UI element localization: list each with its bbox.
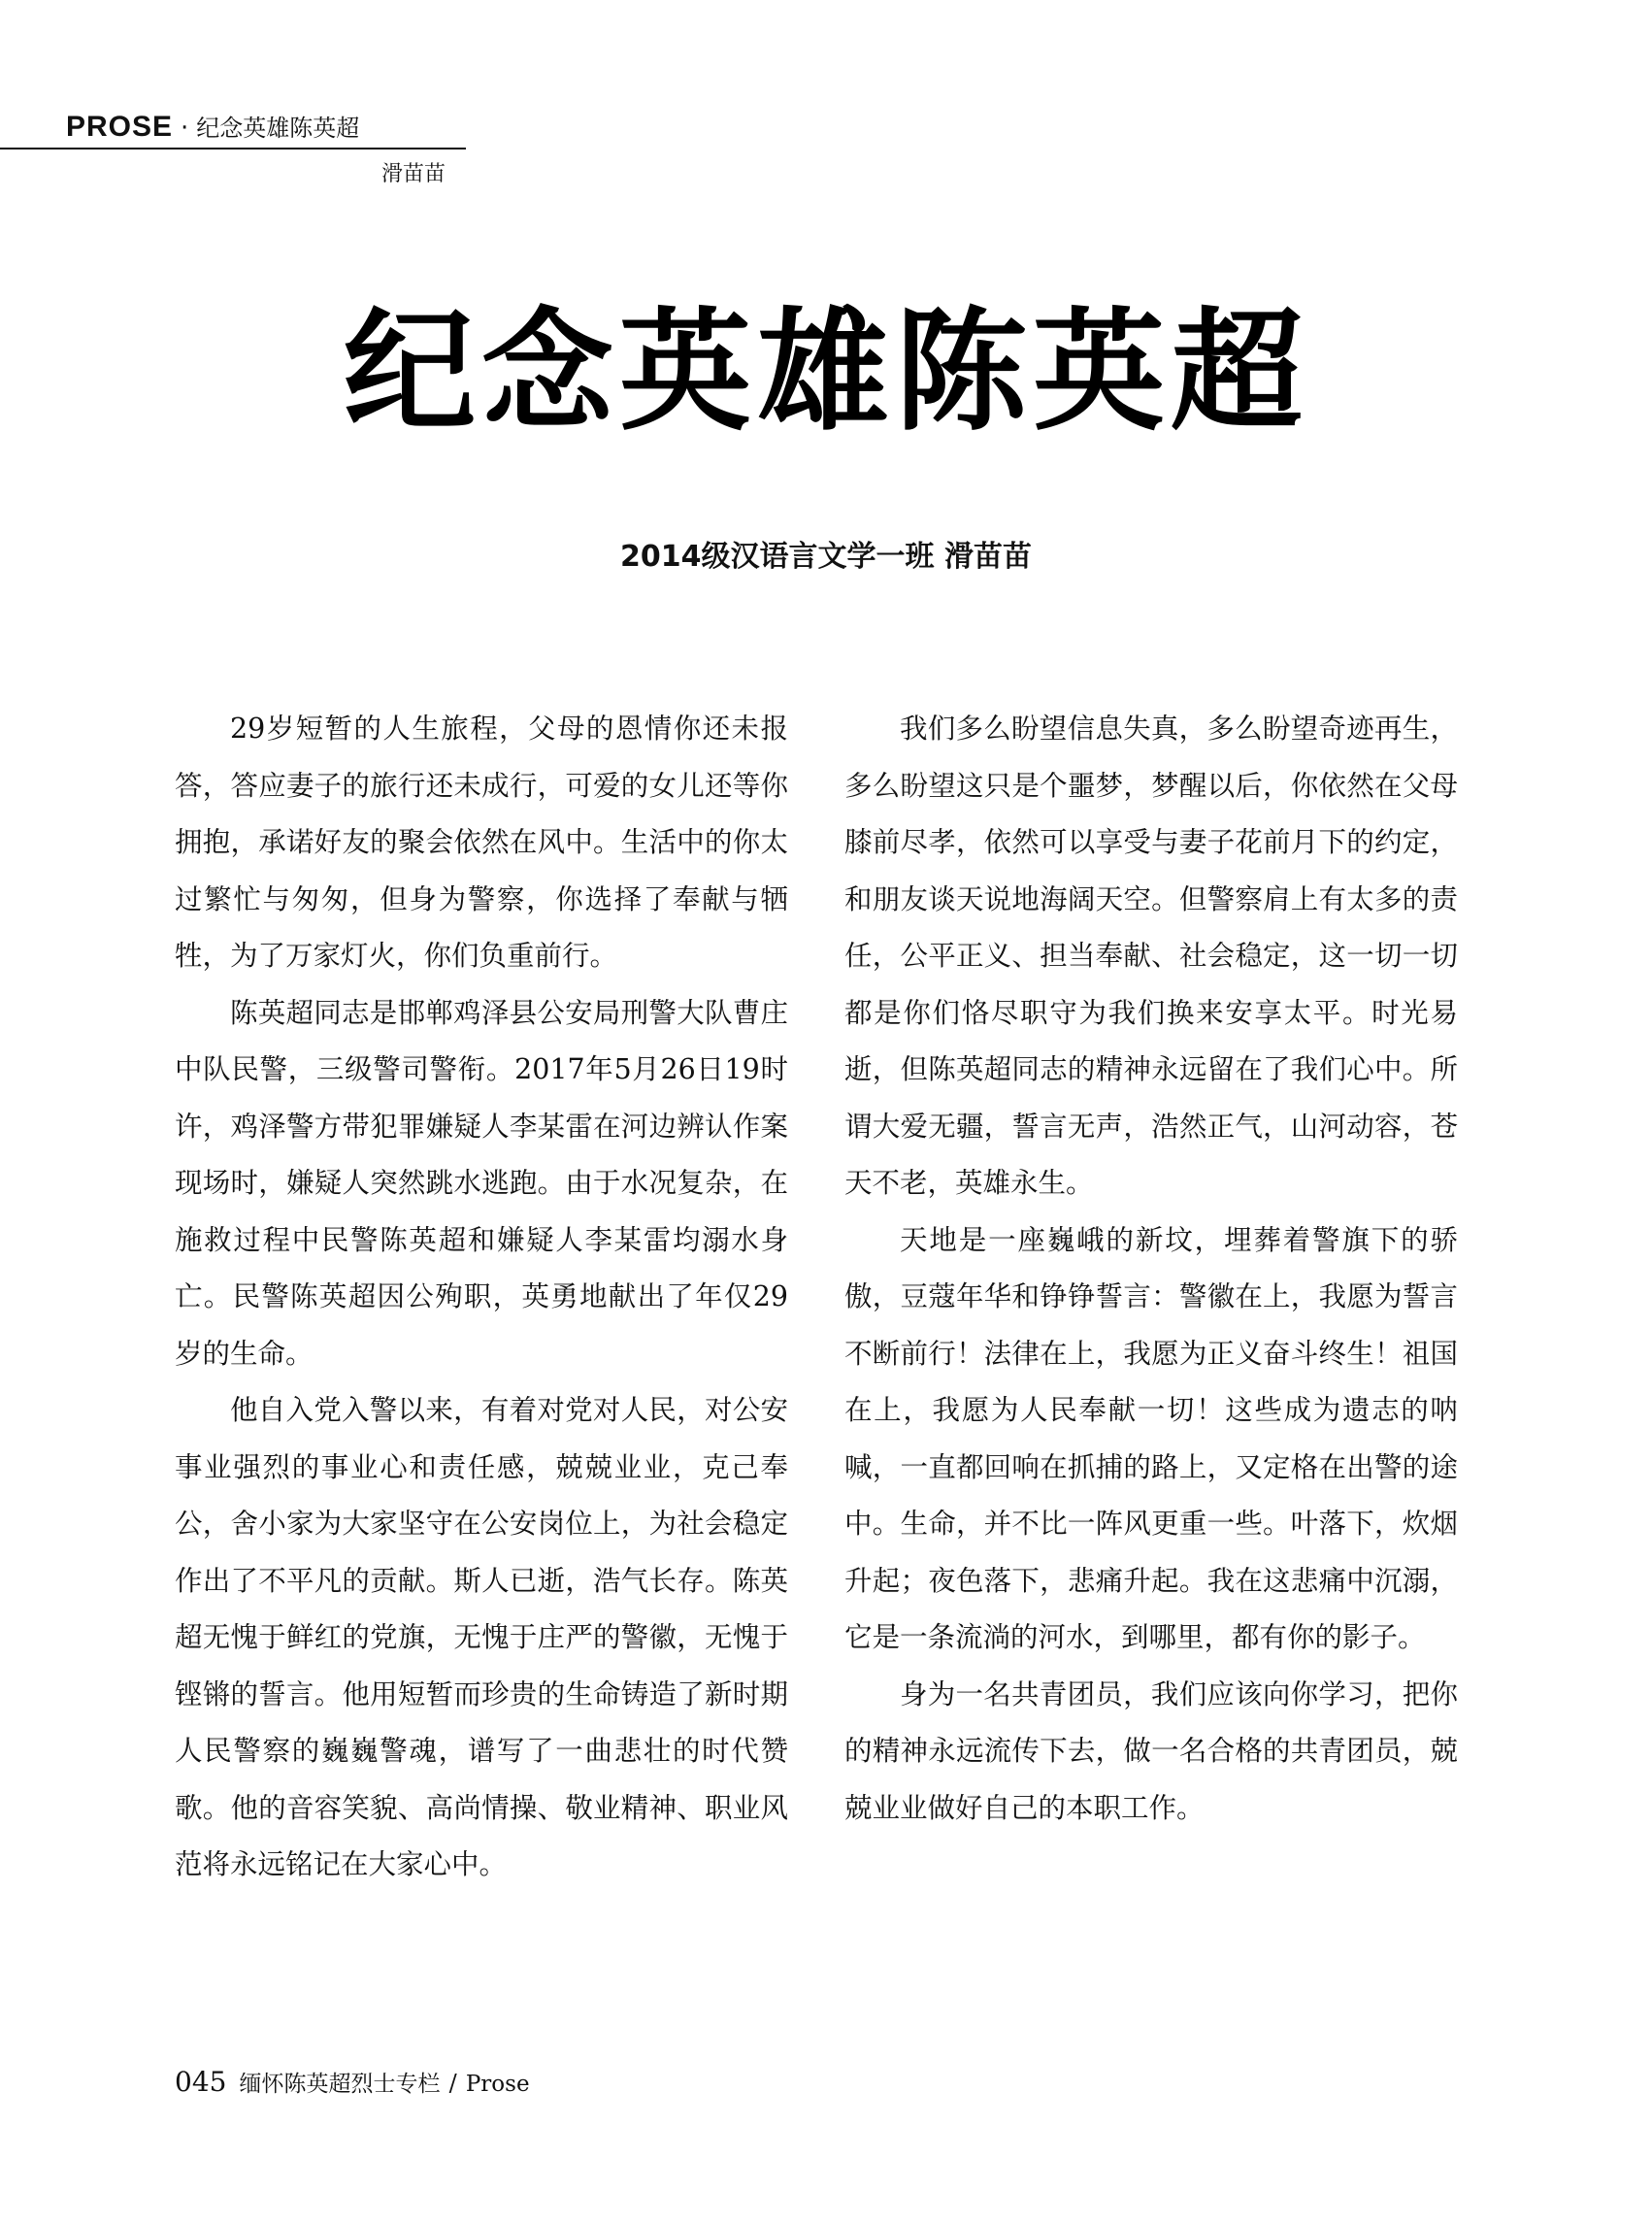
- article-title: 纪念英雄陈英超: [344, 296, 1308, 449]
- footer-column-name: 缅怀陈英超烈士专栏: [239, 2072, 441, 2097]
- paragraph: 我们多么盼望信息失真，多么盼望奇迹再生，多么盼望这只是个噩梦，梦醒以后，你依然在父母膝前尽孝，依然可以享受与妻子花前月下的约定，和朋友谈天说地海阔天空。但警察肩上有太多的责任，公平正义、担当奉献、社会稳定，这一切一切都是你们恪尽职守为我们换来安享太平。时光易逝，但陈英超同志的精神永远留在了我们心中。所谓大爱无疆，誓言无声，浩然正气，山河动容，苍天不老，英雄永生。: [844, 713, 1458, 1199]
- right-column: [844, 701, 1458, 1837]
- paragraph: 身为一名共青团员，我们应该向你学习，把你的精神永远流传下去，做一名合格的共青团员，兢兢业业做好自己的本职工作。: [844, 1677, 1458, 1824]
- footer-section: Prose: [465, 2072, 530, 2097]
- section-label: PROSE: [66, 111, 174, 143]
- header-title: 纪念英雄陈英超: [196, 115, 360, 142]
- header-rule: [0, 148, 466, 149]
- left-column: [175, 701, 788, 1894]
- paragraph: 29岁短暂的人生旅程，父母的恩情你还未报答，答应妻子的旅行还未成行，可爱的女儿还等你拥抱，承诺好友的聚会依然在风中。生活中的你太过繁忙与匆匆，但身为警察，你选择了奉献与牺牲，为了万家灯火，你们负重前行。: [175, 713, 788, 972]
- article-byline: 2014级汉语言文学一班 滑苗苗: [620, 540, 1032, 574]
- page-number: 045: [175, 2066, 227, 2098]
- paragraph: 天地是一座巍峨的新坟，埋葬着警旗下的骄傲，豆蔻年华和铮铮誓言：警徽在上，我愿为誓言不断前行！法律在上，我愿为正义奋斗终生！祖国在上，我愿为人民奉献一切！这些成为遗志的呐喊，一直都回响在抓捕的路上，又定格在出警的途中。生命，并不比一阵风更重一些。叶落下，炊烟升起；夜色落下，悲痛升起。我在这悲痛中沉溺，它是一条流淌的河水，到哪里，都有你的影子。: [844, 1223, 1458, 1653]
- paragraph: 他自入党入警以来，有着对党对人民，对公安事业强烈的事业心和责任感，兢兢业业，克己奉公，舍小家为大家坚守在公安岗位上，为社会稳定作出了不平凡的贡献。斯人已逝，浩气长存。陈英超无愧于鲜红的党旗，无愧于庄严的警徽，无愧于铿锵的誓言。他用短暂而珍贵的生命铸造了新时期人民警察的巍巍警魂，谱写了一曲悲壮的时代赞歌。他的音容笑貌、高尚情操、敬业精神、职业风范将永远铭记在大家心中。: [175, 1394, 788, 1880]
- header-separator: ·: [181, 114, 189, 143]
- header-line: [0, 109, 466, 142]
- paragraph: 陈英超同志是邯郸鸡泽县公安局刑警大队曹庄中队民警，三级警司警衔。2017年5月26日19时许，鸡泽警方带犯罪嫌疑人李某雷在河边辨认作案现场时，嫌疑人突然跳水逃跑。由于水况复杂，在施救过程中民警陈英超和嫌疑人李某雷均溺水身亡。民警陈英超因公殉职，英勇地献出了年仅29岁的生命。: [175, 996, 788, 1370]
- running-header: [0, 109, 466, 187]
- page-footer: [175, 2066, 530, 2098]
- header-author: 滑苗苗: [381, 162, 446, 186]
- footer-slash: /: [448, 2070, 457, 2097]
